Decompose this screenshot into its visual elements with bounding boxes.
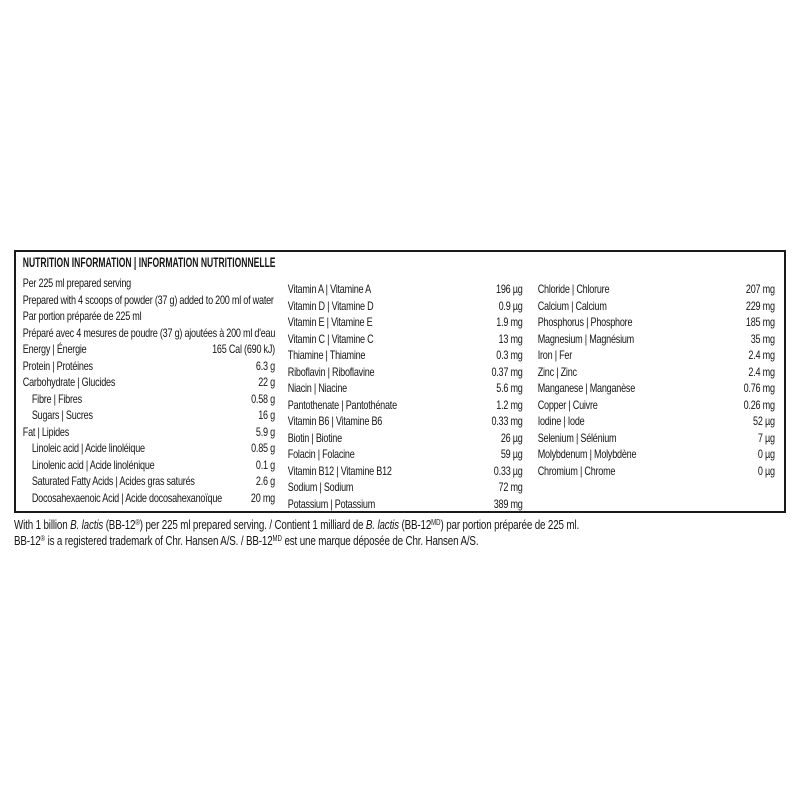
nutrient-row bbox=[538, 298, 775, 315]
nutrient-row bbox=[288, 364, 523, 381]
nutrient-row bbox=[23, 341, 275, 358]
nutrient-value: 5.6 mg bbox=[496, 381, 523, 395]
nutrient-label: Zinc | Zinc bbox=[537, 364, 577, 379]
nutrient-value: 35 mg bbox=[750, 331, 775, 346]
serving-info bbox=[23, 275, 275, 341]
footnote-segment: est une marque déposée de Chr. Hansen A/S. bbox=[281, 533, 479, 548]
nutrient-label: Sugars | Sucres bbox=[31, 408, 93, 422]
nutrient-row bbox=[538, 331, 775, 348]
nutrient-row bbox=[23, 473, 275, 490]
footnote-segment: With 1 billion bbox=[14, 517, 71, 532]
nutrient-label: Protein | Protéines bbox=[22, 358, 93, 373]
nutrient-label: Vitamin A | Vitamine A bbox=[287, 282, 371, 296]
nutrient-value: 0.9 µg bbox=[498, 298, 523, 313]
nutrient-value: 2.6 g bbox=[255, 474, 275, 488]
nutrient-label: Selenium | Sélénium bbox=[537, 430, 617, 445]
nutrient-row bbox=[288, 430, 523, 447]
nutrient-label: Vitamin B12 | Vitamine B12 bbox=[287, 463, 392, 478]
nutrient-row bbox=[23, 424, 275, 441]
footnote-segment: is a registered trademark of Chr. Hansen A/S. / BB-12 bbox=[44, 533, 273, 548]
nutrient-label: Vitamin D | Vitamine D bbox=[287, 298, 374, 313]
nutrient-value: 165 Cal (690 kJ) bbox=[212, 342, 275, 356]
nutrient-row bbox=[538, 281, 775, 298]
nutrient-row bbox=[288, 380, 523, 397]
nutrient-label: Chloride | Chlorure bbox=[537, 282, 610, 296]
nutrient-row bbox=[288, 298, 523, 315]
nutrient-value: 0 µg bbox=[757, 463, 775, 478]
nutrient-value: 0.76 mg bbox=[743, 381, 775, 395]
nutrient-value: 22 g bbox=[258, 375, 275, 389]
nutrient-label: Vitamin B6 | Vitamine B6 bbox=[287, 414, 383, 428]
nutrient-value: 52 µg bbox=[753, 414, 775, 428]
nutrient-value: 2.4 mg bbox=[748, 348, 775, 362]
nutrient-value: 229 mg bbox=[745, 298, 775, 313]
nutrient-value: 26 µg bbox=[500, 430, 523, 445]
nutrient-label: Biotin | Biotine bbox=[287, 430, 342, 445]
nutrient-row bbox=[288, 397, 523, 414]
nutrient-row bbox=[538, 430, 775, 447]
nutrient-label: Fat | Lipides bbox=[22, 424, 70, 439]
nutrient-value: 20 mg bbox=[250, 490, 275, 505]
serving-info-line: Per 225 ml prepared serving bbox=[22, 276, 131, 290]
nutrient-row bbox=[538, 380, 775, 397]
nutrient-label: Energy | Énergie bbox=[22, 342, 87, 356]
nutrient-value: 389 mg bbox=[493, 496, 523, 511]
panel-title: NUTRITION INFORMATION | INFORMATION NUTRITIONNELLE bbox=[22, 255, 276, 270]
footnote-segment: B. lactis bbox=[365, 517, 399, 532]
nutrient-label: Carbohydrate | Glucides bbox=[22, 375, 116, 389]
nutrient-column-vitamins bbox=[288, 281, 523, 512]
nutrition-panel-content bbox=[16, 252, 778, 512]
nutrient-row bbox=[538, 413, 775, 430]
nutrient-label: Magnesium | Magnésium bbox=[537, 331, 635, 346]
nutrient-label: Chromium | Chrome bbox=[537, 463, 616, 478]
nutrient-row bbox=[288, 347, 523, 364]
footnote-segment: MD bbox=[272, 534, 282, 543]
nutrient-label: Copper | Cuivre bbox=[537, 397, 598, 412]
nutrient-row bbox=[23, 490, 275, 507]
nutrient-row bbox=[288, 463, 523, 480]
nutrient-value: 72 mg bbox=[498, 480, 523, 494]
footnote-segment: B. lactis bbox=[70, 517, 104, 532]
nutrient-label: Vitamin E | Vitamine E bbox=[287, 315, 373, 329]
nutrient-label: Linoleic acid | Acide linoléique bbox=[31, 441, 145, 455]
nutrient-row bbox=[23, 391, 275, 408]
nutrient-value: 0.85 g bbox=[251, 441, 275, 455]
nutrient-row bbox=[538, 446, 775, 463]
nutrient-value: 6.3 g bbox=[255, 358, 275, 373]
footnote-line-1 bbox=[14, 517, 794, 533]
nutrient-label: Pantothenate | Pantothénate bbox=[287, 397, 397, 412]
nutrient-value: 0.33 mg bbox=[491, 414, 523, 428]
nutrient-value: 207 mg bbox=[745, 282, 775, 296]
nutrient-label: Iron | Fer bbox=[537, 348, 573, 362]
nutrient-label: Niacin | Niacine bbox=[287, 381, 347, 395]
nutrient-value: 7 µg bbox=[757, 430, 775, 445]
nutrient-value: 0.3 mg bbox=[496, 348, 523, 362]
footnote-segment: (BB-12 bbox=[398, 517, 432, 532]
footnote-line-2 bbox=[14, 533, 794, 549]
footnotes-content bbox=[14, 517, 794, 549]
nutrient-row bbox=[288, 446, 523, 463]
nutrient-label: Sodium | Sodium bbox=[287, 480, 354, 494]
nutrient-row bbox=[538, 463, 775, 480]
nutrient-row bbox=[288, 331, 523, 348]
nutrition-panel bbox=[14, 250, 786, 513]
nutrient-value: 16 g bbox=[258, 408, 275, 422]
nutrient-column-minerals bbox=[538, 281, 775, 512]
nutrient-value: 0.33 µg bbox=[493, 463, 523, 478]
nutrient-label: Calcium | Calcium bbox=[537, 298, 607, 313]
footnote-segment: MD bbox=[431, 518, 441, 527]
nutrient-label: Docosahexaenoic Acid | Acide docosahexanoïque bbox=[31, 490, 222, 505]
nutrient-row bbox=[23, 358, 275, 375]
nutrient-row bbox=[288, 281, 523, 298]
nutrient-label: Linolenic acid | Acide linolénique bbox=[31, 457, 155, 472]
nutrient-row bbox=[288, 413, 523, 430]
nutrient-value: 1.9 mg bbox=[496, 315, 523, 329]
footnote-segment: ® bbox=[135, 518, 140, 527]
nutrient-label: Saturated Fatty Acids | Acides gras saturés bbox=[31, 474, 195, 488]
nutrient-value: 59 µg bbox=[500, 447, 523, 461]
nutrient-row bbox=[538, 364, 775, 381]
nutrient-label: Potassium | Potassium bbox=[287, 496, 376, 511]
nutrient-column-main bbox=[23, 275, 275, 512]
nutrient-row bbox=[23, 407, 275, 424]
nutrient-row bbox=[23, 374, 275, 391]
nutrient-value: 196 µg bbox=[496, 282, 523, 296]
nutrient-value: 0 µg bbox=[757, 447, 775, 461]
serving-info-line: Par portion préparée de 225 ml bbox=[22, 309, 142, 323]
nutrient-label: Manganese | Manganèse bbox=[537, 381, 636, 395]
nutrient-value: 185 mg bbox=[745, 315, 775, 329]
macronutrient-rows bbox=[23, 341, 275, 506]
nutrient-label: Fibre | Fibres bbox=[31, 391, 82, 406]
nutrient-row bbox=[288, 479, 523, 496]
nutrient-label: Vitamin C | Vitamine C bbox=[287, 331, 374, 346]
nutrient-label: Thiamine | Thiamine bbox=[287, 348, 366, 362]
nutrient-row bbox=[538, 397, 775, 414]
nutrient-label: Riboflavin | Riboflavine bbox=[287, 364, 375, 379]
footnote-segment: ® bbox=[40, 534, 45, 543]
footnote-segment: ) per 225 ml prepared serving. / Contient 1 milliard de bbox=[139, 517, 366, 532]
nutrient-value: 2.4 mg bbox=[748, 364, 775, 379]
footnotes bbox=[14, 517, 794, 549]
serving-info-line: Préparé avec 4 mesures de poudre (37 g) ajoutées à 200 ml d'eau bbox=[22, 325, 276, 340]
nutrient-columns bbox=[23, 275, 778, 512]
nutrient-row bbox=[538, 314, 775, 331]
nutrient-value: 0.37 mg bbox=[491, 364, 523, 379]
nutrient-label: Phosphorus | Phosphore bbox=[537, 315, 633, 329]
footnote-segment: (BB-12 bbox=[103, 517, 136, 532]
nutrient-value: 0.1 g bbox=[255, 457, 275, 472]
nutrient-value: 5.9 g bbox=[255, 424, 275, 439]
nutrient-value: 0.58 g bbox=[251, 391, 275, 406]
nutrient-value: 13 mg bbox=[498, 331, 523, 346]
nutrient-row bbox=[288, 314, 523, 331]
nutrient-label: Iodine | Iode bbox=[537, 414, 585, 428]
nutrient-value: 0.26 mg bbox=[743, 397, 775, 412]
nutrient-label: Folacin | Folacine bbox=[287, 447, 355, 461]
footnote-segment: BB-12 bbox=[14, 533, 41, 548]
serving-info-line: Prepared with 4 scoops of powder (37 g) added to 200 ml of water bbox=[22, 292, 274, 307]
nutrient-row bbox=[23, 440, 275, 457]
footnote-segment: ) par portion préparée de 225 ml. bbox=[440, 517, 580, 532]
nutrient-row bbox=[23, 457, 275, 474]
nutrient-label: Molybdenum | Molybdène bbox=[537, 447, 637, 461]
nutrient-row bbox=[538, 347, 775, 364]
nutrient-value: 1.2 mg bbox=[496, 397, 523, 412]
nutrient-row bbox=[288, 496, 523, 513]
